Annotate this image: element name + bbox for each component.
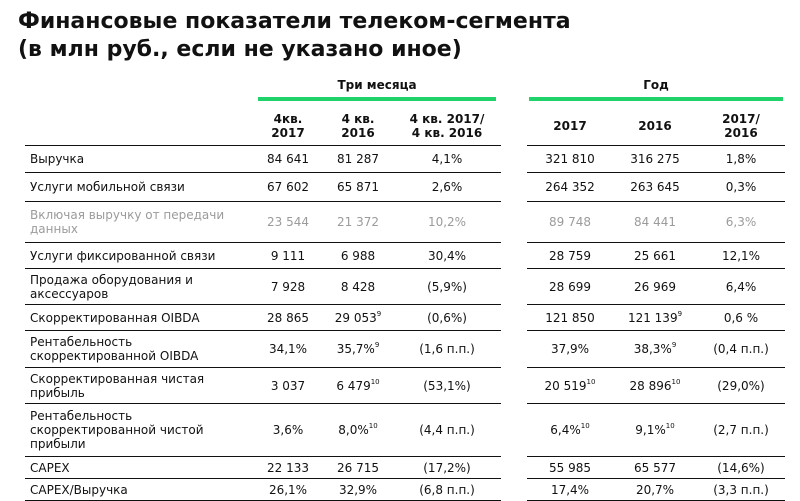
cell-value: (6,8 п.п.) — [419, 482, 475, 497]
cell-q-change — [393, 305, 501, 331]
cell-2017 — [527, 269, 613, 305]
cell-q4-2017 — [253, 202, 323, 243]
cell-value: 37,9% — [550, 342, 590, 356]
cell-value: 84 641 — [267, 152, 309, 166]
cell-value: 26,1% — [268, 482, 308, 497]
footnote-marker: 9 — [376, 309, 382, 318]
cell-q4-2017 — [253, 479, 323, 501]
cell-value: 9,1% — [635, 423, 666, 437]
cell-q-change — [393, 173, 501, 202]
cell-2017 — [527, 479, 613, 501]
cell-q4-2016 — [323, 479, 393, 501]
cell-value: (3,3 п.п.) — [713, 482, 769, 497]
title-line-2: (в млн руб., если не указано иное) — [18, 37, 462, 62]
header-2017: 2017 — [527, 107, 613, 146]
cell-value: 84 441 — [634, 215, 676, 229]
cell-q4-2017 — [253, 243, 323, 269]
cell-q4-2017 — [253, 404, 323, 457]
table-row — [25, 202, 785, 243]
cell-2016 — [613, 479, 697, 501]
cell-value: (0,6%) — [427, 310, 467, 325]
footnote-marker: 10 — [370, 377, 380, 386]
cell-value: 17,4% — [550, 482, 590, 497]
header-row — [25, 107, 785, 146]
cell-value: 38,3% — [633, 342, 672, 356]
cell-value: 28 896 — [629, 378, 672, 393]
cell-q4-2016 — [323, 457, 393, 479]
cell-value: 0,6 % — [723, 310, 759, 325]
cell-q4-2016 — [323, 368, 393, 404]
footnote-marker: 9 — [671, 341, 677, 349]
group-three-months: Три месяца — [337, 78, 417, 92]
gap-cell — [501, 269, 527, 305]
cell-value: (1,6 п.п.) — [419, 342, 475, 356]
cell-2017 — [527, 146, 613, 173]
cell-value: (5,9%) — [427, 279, 467, 294]
cell-q4-2017 — [253, 368, 323, 404]
cell-q4-2017 — [253, 269, 323, 305]
row-label: CAPEX — [25, 457, 253, 479]
footnote-marker: 10 — [368, 422, 378, 430]
group-year-bar — [529, 97, 783, 101]
cell-2016 — [613, 457, 697, 479]
table-row — [25, 457, 785, 479]
gap-cell — [501, 479, 527, 501]
cell-2016 — [613, 331, 697, 368]
row-label: CAPEX/Выручка — [25, 479, 253, 501]
gap-cell — [501, 404, 527, 457]
table-row — [25, 269, 785, 305]
cell-2017 — [527, 331, 613, 368]
group-year: Год — [643, 78, 669, 92]
cell-value: 263 645 — [630, 180, 680, 194]
table-row — [25, 146, 785, 173]
cell-value: 2,6% — [431, 180, 463, 194]
cell-value: 7 928 — [270, 279, 306, 294]
cell-q4-2017 — [253, 146, 323, 173]
cell-y-change — [697, 368, 785, 404]
cell-q4-2016 — [323, 202, 393, 243]
cell-value: 34,1% — [268, 342, 308, 356]
cell-q-change — [393, 457, 501, 479]
cell-value: 65 577 — [634, 460, 676, 475]
cell-value: (29,0%) — [717, 378, 765, 393]
cell-q-change — [393, 404, 501, 457]
cell-2017 — [527, 305, 613, 331]
cell-q-change — [393, 243, 501, 269]
cell-2017 — [527, 202, 613, 243]
row-label: Скорректированная чистая прибыль — [25, 368, 253, 404]
gap-cell — [501, 331, 527, 368]
footnote-marker: 10 — [665, 422, 675, 430]
cell-value: 23 544 — [267, 215, 309, 229]
cell-value: 25 661 — [634, 248, 676, 263]
cell-value: 8 428 — [340, 279, 376, 294]
cell-q4-2017 — [253, 331, 323, 368]
footnote-marker: 10 — [586, 377, 596, 386]
gap-cell — [501, 173, 527, 202]
gap-cell — [501, 146, 527, 173]
cell-q-change — [393, 202, 501, 243]
cell-value: (4,4 п.п.) — [419, 423, 475, 437]
financial-table — [25, 107, 785, 501]
cell-value: 3,6% — [272, 423, 304, 437]
cell-value: 29 053 — [334, 310, 377, 325]
header-gap — [501, 107, 527, 146]
cell-value: (14,6%) — [717, 460, 765, 475]
cell-value: 321 810 — [545, 152, 595, 166]
header-y-change: 2017/ 2016 — [697, 107, 785, 146]
cell-2016 — [613, 146, 697, 173]
cell-y-change — [697, 202, 785, 243]
row-label: Скорректированная OIBDA — [25, 305, 253, 331]
cell-value: 3 037 — [270, 378, 306, 393]
gap-cell — [501, 243, 527, 269]
header-q-change: 4 кв. 2017/ 4 кв. 2016 — [393, 107, 501, 146]
cell-value: 6 988 — [340, 248, 376, 263]
cell-2016 — [613, 243, 697, 269]
cell-2016 — [613, 404, 697, 457]
cell-y-change — [697, 457, 785, 479]
cell-value: 1,8% — [725, 152, 757, 166]
cell-q4-2016 — [323, 305, 393, 331]
cell-value: 32,9% — [338, 482, 378, 497]
cell-q4-2017 — [253, 305, 323, 331]
title-line-1: Финансовые показатели телеком-сегмента — [18, 9, 571, 34]
cell-value: 28 759 — [549, 248, 591, 263]
cell-2016 — [613, 173, 697, 202]
row-label: Рентабельность скорректированной OIBDA — [25, 331, 253, 368]
table-row — [25, 173, 785, 202]
cell-value: 12,1% — [721, 248, 761, 263]
cell-q-change — [393, 368, 501, 404]
cell-y-change — [697, 479, 785, 501]
cell-y-change — [697, 243, 785, 269]
cell-value: 55 985 — [549, 460, 591, 475]
cell-value: 0,3% — [725, 180, 757, 194]
table-row — [25, 368, 785, 404]
row-label: Продажа оборудования и аксессуаров — [25, 269, 253, 305]
cell-q4-2016 — [323, 331, 393, 368]
cell-q4-2017 — [253, 457, 323, 479]
header-q4-2017: 4кв. 2017 — [253, 107, 323, 146]
cell-value: 316 275 — [630, 152, 680, 166]
table-body — [25, 146, 785, 501]
header-q4-2016: 4 кв. 2016 — [323, 107, 393, 146]
row-label: Рентабельность скорректированной чистой прибыли — [25, 404, 253, 457]
cell-value: 21 372 — [337, 215, 379, 229]
gap-cell — [501, 202, 527, 243]
cell-q4-2017 — [253, 173, 323, 202]
cell-q-change — [393, 331, 501, 368]
cell-2017 — [527, 368, 613, 404]
cell-value: (0,4 п.п.) — [713, 342, 769, 356]
cell-q4-2016 — [323, 173, 393, 202]
cell-2017 — [527, 404, 613, 457]
cell-value: 28 699 — [549, 279, 591, 294]
cell-value: 65 871 — [337, 180, 379, 194]
table-row — [25, 404, 785, 457]
cell-value: 121 139 — [627, 310, 678, 325]
cell-2016 — [613, 305, 697, 331]
row-label: Услуги мобильной связи — [25, 173, 253, 202]
cell-y-change — [697, 269, 785, 305]
cell-q4-2016 — [323, 146, 393, 173]
cell-q4-2016 — [323, 243, 393, 269]
cell-value: (17,2%) — [423, 460, 471, 475]
cell-value: 20 519 — [544, 378, 587, 393]
cell-y-change — [697, 331, 785, 368]
cell-q4-2016 — [323, 269, 393, 305]
cell-value: 6,3% — [725, 215, 757, 229]
cell-2017 — [527, 457, 613, 479]
cell-q-change — [393, 479, 501, 501]
cell-2016 — [613, 269, 697, 305]
cell-q-change — [393, 146, 501, 173]
cell-2016 — [613, 368, 697, 404]
cell-value: 4,1% — [431, 152, 463, 166]
cell-y-change — [697, 173, 785, 202]
header-label-cell — [25, 107, 253, 146]
cell-y-change — [697, 404, 785, 457]
cell-q4-2016 — [323, 404, 393, 457]
footnote-marker: 9 — [374, 341, 380, 349]
table-row — [25, 479, 785, 501]
cell-2016 — [613, 202, 697, 243]
cell-value: (53,1%) — [423, 378, 471, 393]
cell-value: 28 865 — [267, 310, 309, 325]
footnote-marker: 10 — [580, 422, 590, 430]
cell-value: 20,7% — [635, 482, 675, 497]
cell-value: 22 133 — [267, 460, 309, 475]
cell-value: 10,2% — [427, 215, 467, 229]
cell-q-change — [393, 269, 501, 305]
group-three-months-bar — [258, 97, 496, 101]
cell-2017 — [527, 173, 613, 202]
footnote-marker: 10 — [671, 377, 681, 386]
header-2016: 2016 — [613, 107, 697, 146]
footnote-marker: 9 — [677, 309, 683, 318]
table-row — [25, 243, 785, 269]
cell-value: 6,4% — [550, 423, 581, 437]
cell-value: 89 748 — [549, 215, 591, 229]
gap-cell — [501, 305, 527, 331]
cell-2017 — [527, 243, 613, 269]
cell-value: 35,7% — [336, 342, 375, 356]
gap-cell — [501, 368, 527, 404]
cell-y-change — [697, 305, 785, 331]
table-row — [25, 331, 785, 368]
cell-value: 30,4% — [427, 248, 467, 263]
gap-cell — [501, 457, 527, 479]
table-row — [25, 305, 785, 331]
cell-value: 81 287 — [337, 152, 379, 166]
row-label: Включая выручку от передачи данных — [25, 202, 253, 243]
cell-value: 6,4% — [725, 279, 757, 294]
cell-y-change — [697, 146, 785, 173]
cell-value: 8,0% — [338, 423, 369, 437]
cell-value: 26 969 — [634, 279, 676, 294]
row-label: Услуги фиксированной связи — [25, 243, 253, 269]
page-title — [18, 8, 788, 64]
cell-value: 121 850 — [545, 310, 595, 325]
row-label: Выручка — [25, 146, 253, 173]
cell-value: 6 479 — [336, 378, 371, 393]
cell-value: 26 715 — [337, 460, 379, 475]
cell-value: 9 111 — [270, 248, 306, 263]
cell-value: 264 352 — [545, 180, 595, 194]
cell-value: 67 602 — [267, 180, 309, 194]
cell-value: (2,7 п.п.) — [713, 423, 769, 437]
